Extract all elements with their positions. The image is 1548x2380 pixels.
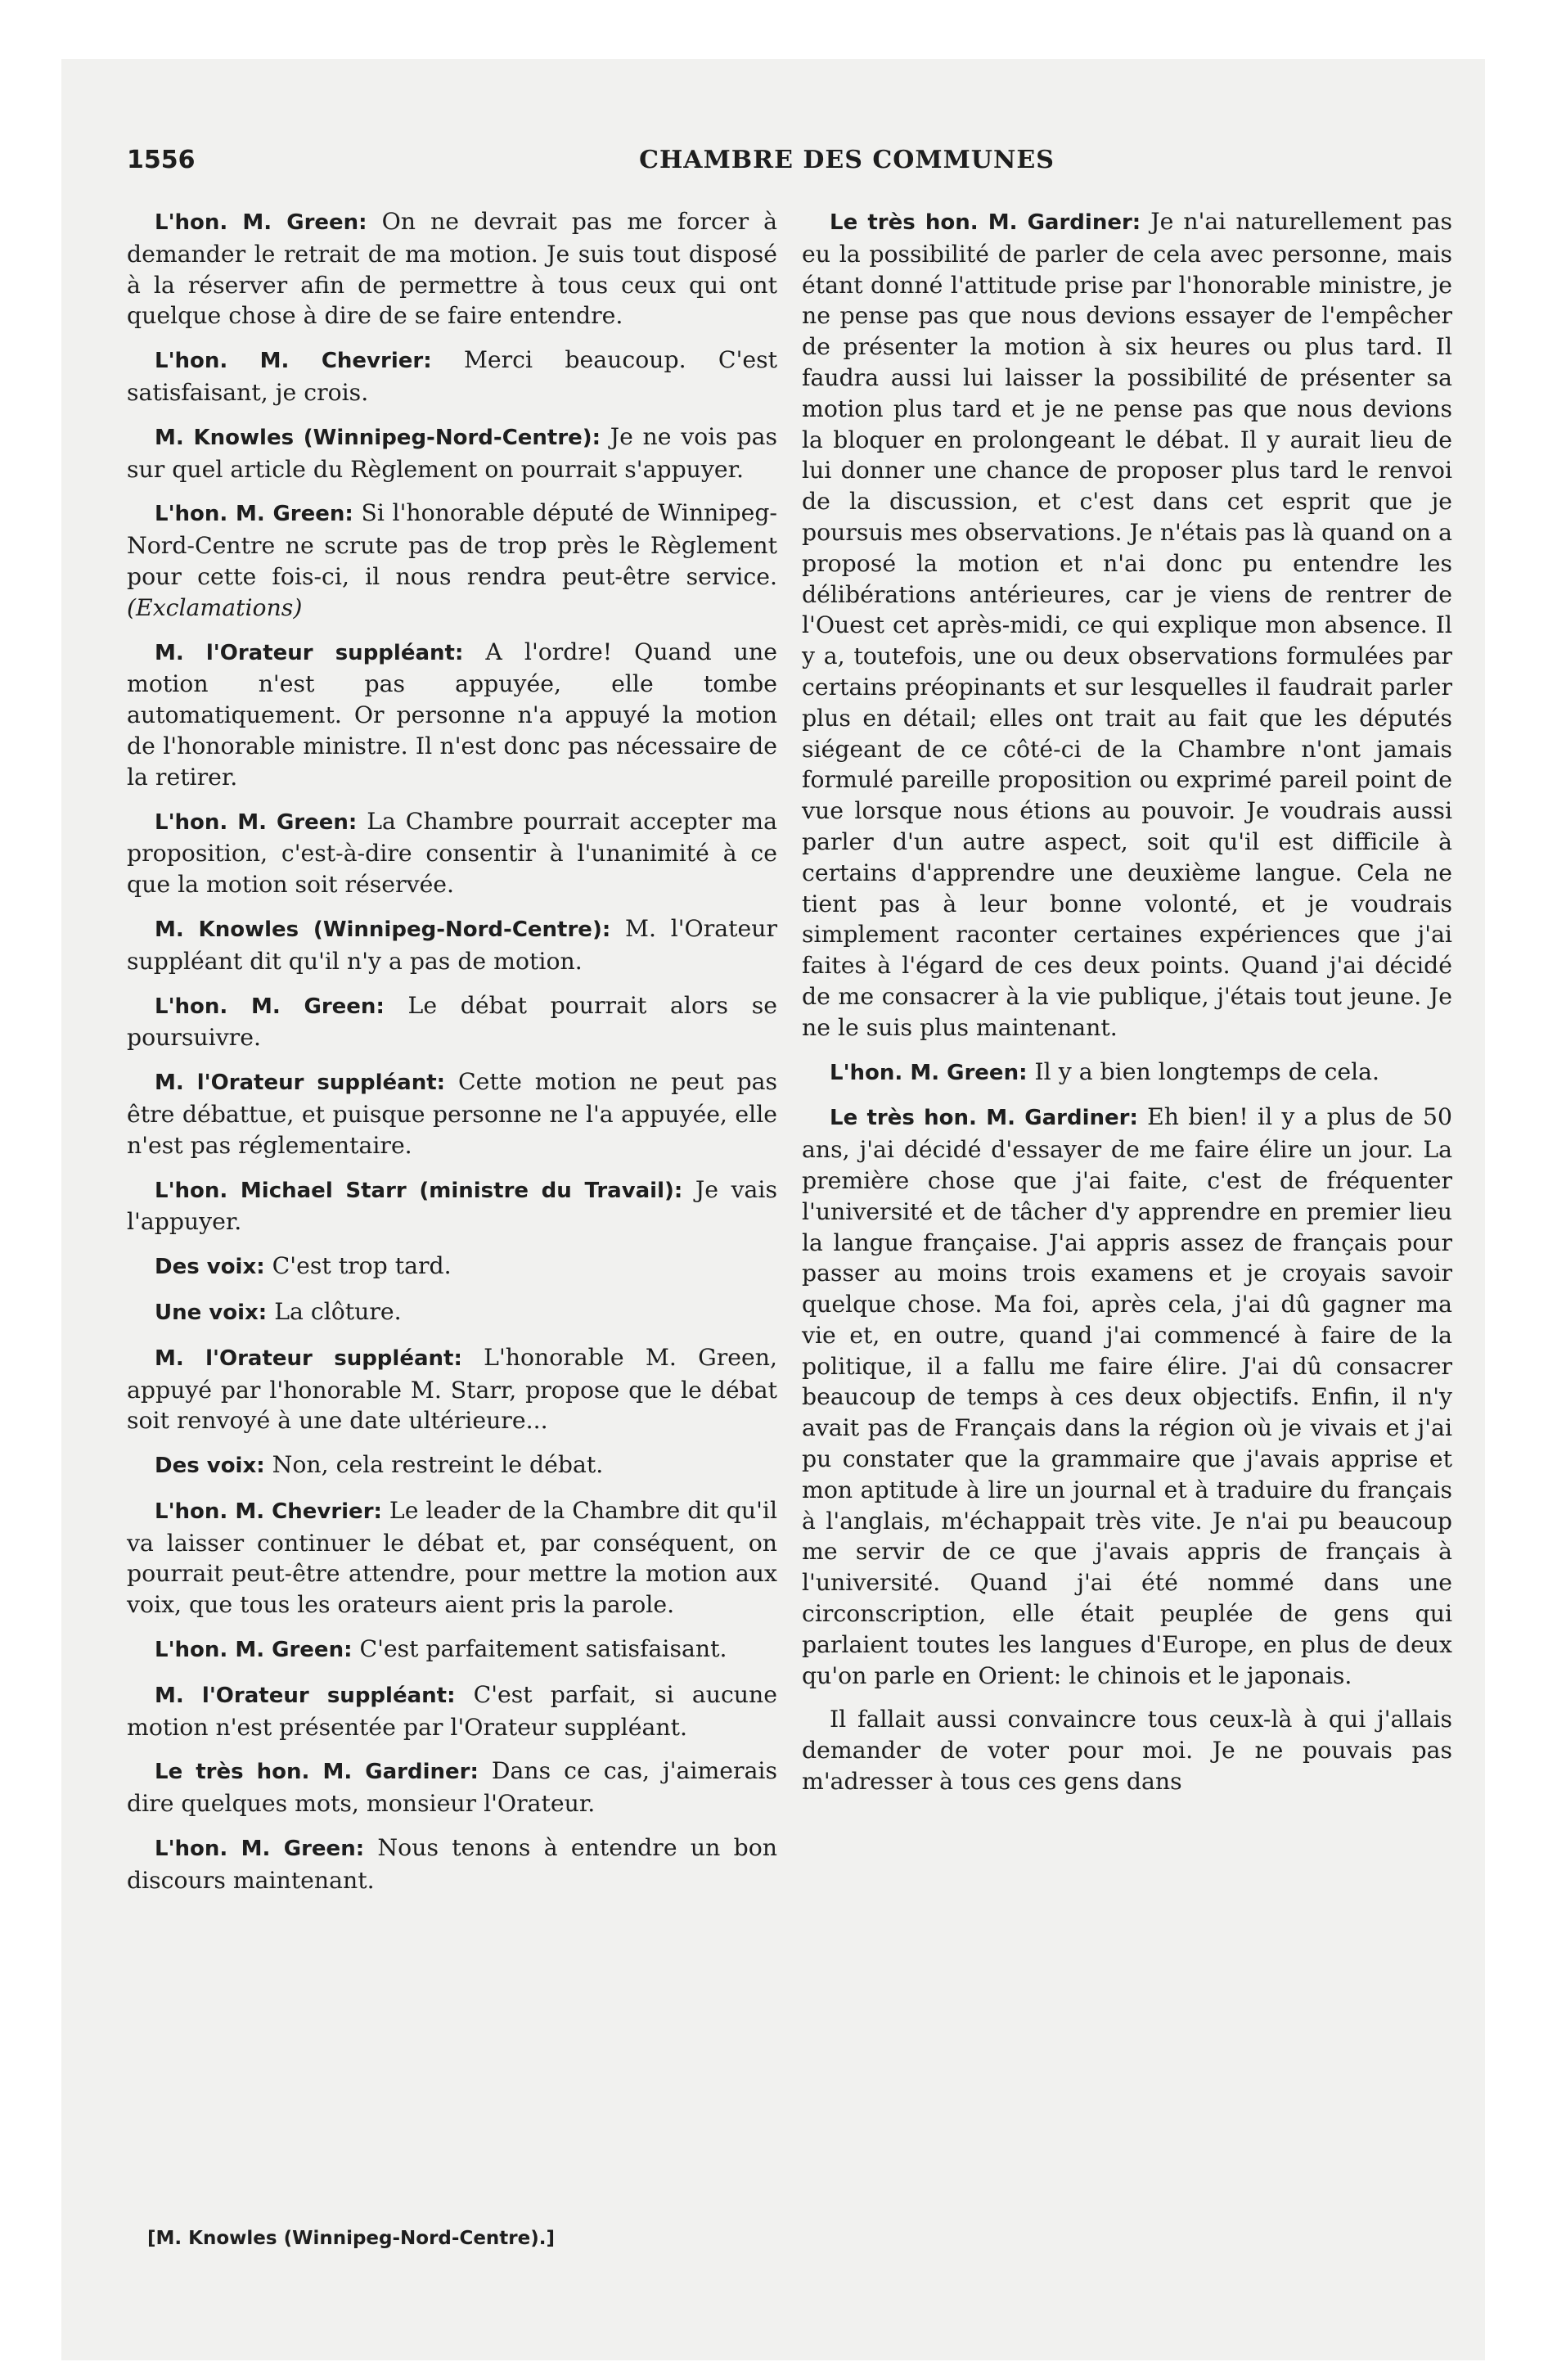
speech-paragraph (127, 990, 777, 1054)
speech-paragraph (127, 637, 777, 793)
running-title: CHAMBRE DES COMMUNES (639, 146, 1055, 174)
footer-note: [M. Knowles (Winnipeg-Nord-Centre).] (147, 2228, 555, 2249)
speaker-name: Une voix: (155, 1300, 268, 1325)
speech-paragraph (127, 498, 777, 623)
speaker-name: Le très hon. M. Gardiner: (830, 210, 1141, 235)
speech-text: Je ne vois pas sur quel article du Règlement on pourrait s'appuyer. (127, 422, 777, 483)
speech-paragraph (127, 1679, 777, 1743)
left-column (127, 206, 777, 1909)
speech-text: A l'ordre! Quand une motion n'est pas appuyée, elle tombe automatiquement. Or personne n'a appuyé la motion de l'honorable ministre. Il n'est donc pas nécessaire de la retirer. (127, 638, 777, 791)
speaker-name: M. l'Orateur suppléant: (155, 1346, 462, 1371)
speaker-name: L'hon. M. Green: (155, 210, 367, 235)
speech-text: C'est parfaitement satisfaisant. (359, 1635, 727, 1663)
speaker-name: L'hon. M. Green: (155, 502, 353, 527)
speech-text: Je n'ai naturellement pas eu la possibilité de parler de cela avec personne, mais étant donné l'attitude prise par l'honorable ministre, je ne pense pas que nous devions essayer de l'empêcher de présenter la motion à six heures ou plus tard. Il faudra aussi lui laisser la possibilité de présenter sa motion plus tard et je ne pense pas que nous devions la bloquer en prolongeant le débat. Il y aurait lieu de lui donner une chance de proposer plus tard le renvoi de la discussion, et c'est dans cet esprit que je poursuis mes observations. Je n'étais pas là quand on a proposé la motion et n'ai donc pu entendre les délibérations antérieures, car je viens de rentrer de l'Ouest cet après-midi, ce qui explique mon absence. Il y a, toutefois, une ou deux observations formulées par certains préopinants et sur lesquelles il faudrait parler plus en détail; elles ont trait au fait que les députés siégeant de ce côté-ci de la Chambre n'ont jamais formulé pareille proposition ou exprimé pareil point de vue lorsque nous étions au pouvoir. Je voudrais aussi parler d'un autre aspect, soit qu'il est difficile à certains d'apprendre une deuxième langue. Cela ne tient pas à leur bonne volonté, et je voudrais simplement raconter certaines expériences que j'ai faites à l'égard de ces deux points. Quand j'ai décidé de me consacrer à la vie publique, j'étais tout jeune. Je ne le suis plus maintenant. (802, 208, 1452, 1041)
speech-text: Le leader de la Chambre dit qu'il va laisser continuer le débat et, par conséquent, on pourrait peut-être attendre, pour mettre la motion aux voix, que tous les orateurs aient pris la parole. (127, 1496, 777, 1619)
speaker-name: L'hon. M. Green: (830, 1060, 1028, 1085)
speaker-name: Le très hon. M. Gardiner: (830, 1106, 1138, 1131)
speech-paragraph (127, 1756, 777, 1819)
page-header (127, 146, 1460, 187)
speaker-name: M. Knowles (Winnipeg-Nord-Centre): (155, 425, 601, 450)
speech-paragraph (127, 806, 777, 900)
page-number: 1556 (127, 146, 196, 174)
speech-text: Cette motion ne peut pas être débattue, et puisque personne ne l'a appuyée, elle n'est pas réglementaire. (127, 1068, 777, 1159)
speech-text: Non, cela restreint le débat. (272, 1451, 604, 1479)
speech-text: Il fallait aussi convaincre tous ceux-là à qui j'allais demander de voter pour moi. Je ne pouvais pas m'adresser à tous ces gens dans (802, 1706, 1452, 1796)
speech-text: La Chambre pourrait accepter ma proposition, c'est-à-dire consentir à l'unanimité à ce que la motion soit réservée. (127, 807, 777, 899)
speaker-name: L'hon. M. Green: (155, 1638, 353, 1663)
speech-text: L'honorable M. Green, appuyé par l'honorable M. Starr, propose que le débat soit renvoyé à une date ultérieure... (127, 1343, 777, 1435)
speech-paragraph (127, 1342, 777, 1436)
speech-text: C'est trop tard. (272, 1252, 452, 1280)
speech-text: On ne devrait pas me forcer à demander le retrait de ma motion. Je suis tout disposé à la réserver afin de permettre à tous ceux qui ont quelque chose à dire de se faire entendre. (127, 208, 777, 330)
speech-text: La clôture. (274, 1297, 402, 1325)
speaker-name: L'hon. M. Chevrier: (155, 349, 432, 374)
speech-text: Eh bien! il y a plus de 50 ans, j'ai décidé d'essayer de me faire élire un jour. La première chose que j'ai faite, c'est de fréquenter l'université et de tâcher d'y apprendre en premier lieu la langue française. J'ai appris assez de français pour passer au moins trois examens et je croyais savoir quelque chose. Ma foi, après cela, j'ai dû gagner ma vie et, en outre, quand j'ai commencé à faire de la politique, il a fallu me faire élire. J'ai dû consacrer beaucoup de temps à ces deux objectifs. Enfin, il n'y avait pas de Français dans la région où je vivais et j'ai pu constater que la grammaire que j'avais apprise et mon aptitude à lire un journal et à traduire du français à l'anglais, m'échappait très vite. Je n'ai pu beaucoup me servir de ce que j'avais appris de français à l'université. Quand j'ai été nommé dans une circonscription, elle était peuplée de gens qui parlaient toutes les langues d'Europe, en plus de deux qu'on parle en Orient: le chinois et le japonais. (802, 1103, 1452, 1689)
speech-text: Je vais l'appuyer. (127, 1175, 777, 1236)
speech-paragraph (127, 1832, 777, 1896)
speech-paragraph (127, 1296, 777, 1329)
speaker-name: M. l'Orateur suppléant: (155, 1071, 446, 1096)
speech-text: Dans ce cas, j'aimerais dire quelques mots, monsieur l'Orateur. (127, 1757, 778, 1818)
speech-paragraph (127, 1066, 777, 1161)
speaker-name: M. l'Orateur suppléant: (155, 640, 464, 665)
speech-text: Le débat pourrait alors se poursuivre. (127, 991, 777, 1052)
speech-text: Si l'honorable député de Winnipeg-Nord-Centre ne scrute pas de trop près le Règlement pour cette fois-ci, il nous rendra peut-être service. (127, 499, 777, 590)
speaker-name: L'hon. Michael Starr (ministre du Travail): (155, 1178, 683, 1203)
speech-paragraph (127, 206, 777, 331)
speech-text: Merci beaucoup. C'est satisfaisant, je crois. (127, 346, 777, 406)
speaker-name: L'hon. M. Green: (155, 994, 385, 1019)
speech-paragraph (802, 206, 1452, 1044)
speaker-name: M. Knowles (Winnipeg-Nord-Centre): (155, 917, 611, 942)
speech-paragraph (127, 1449, 777, 1482)
speech-paragraph (127, 1174, 777, 1238)
speech-text: M. l'Orateur suppléant dit qu'il n'y a pas de motion. (127, 914, 777, 975)
speaker-name: Le très hon. M. Gardiner: (155, 1760, 479, 1785)
speaker-name: L'hon. M. Green: (155, 1837, 365, 1862)
speech-text: C'est parfait, si aucune motion n'est présentée par l'Orateur suppléant. (127, 1680, 777, 1741)
speaker-name: L'hon. M. Chevrier: (155, 1499, 382, 1524)
speech-paragraph (127, 913, 777, 977)
speech-paragraph (802, 1704, 1452, 1796)
speech-note: (Exclamations) (127, 593, 303, 621)
speaker-name: Des voix: (155, 1454, 265, 1479)
speaker-name: Des voix: (155, 1255, 265, 1280)
speech-paragraph (127, 1495, 777, 1620)
speaker-name: M. l'Orateur suppléant: (155, 1683, 456, 1708)
speech-paragraph (802, 1102, 1452, 1691)
speech-text: Il y a bien longtemps de cela. (1034, 1057, 1380, 1085)
speech-paragraph (127, 421, 777, 485)
speech-text: Nous tenons à entendre un bon discours maintenant. (127, 1834, 777, 1894)
speech-paragraph (127, 1251, 777, 1283)
speech-paragraph (802, 1057, 1452, 1089)
right-column (802, 206, 1452, 1810)
speech-paragraph (127, 1634, 777, 1666)
speech-paragraph (127, 345, 777, 408)
speaker-name: L'hon. M. Green: (155, 809, 358, 835)
